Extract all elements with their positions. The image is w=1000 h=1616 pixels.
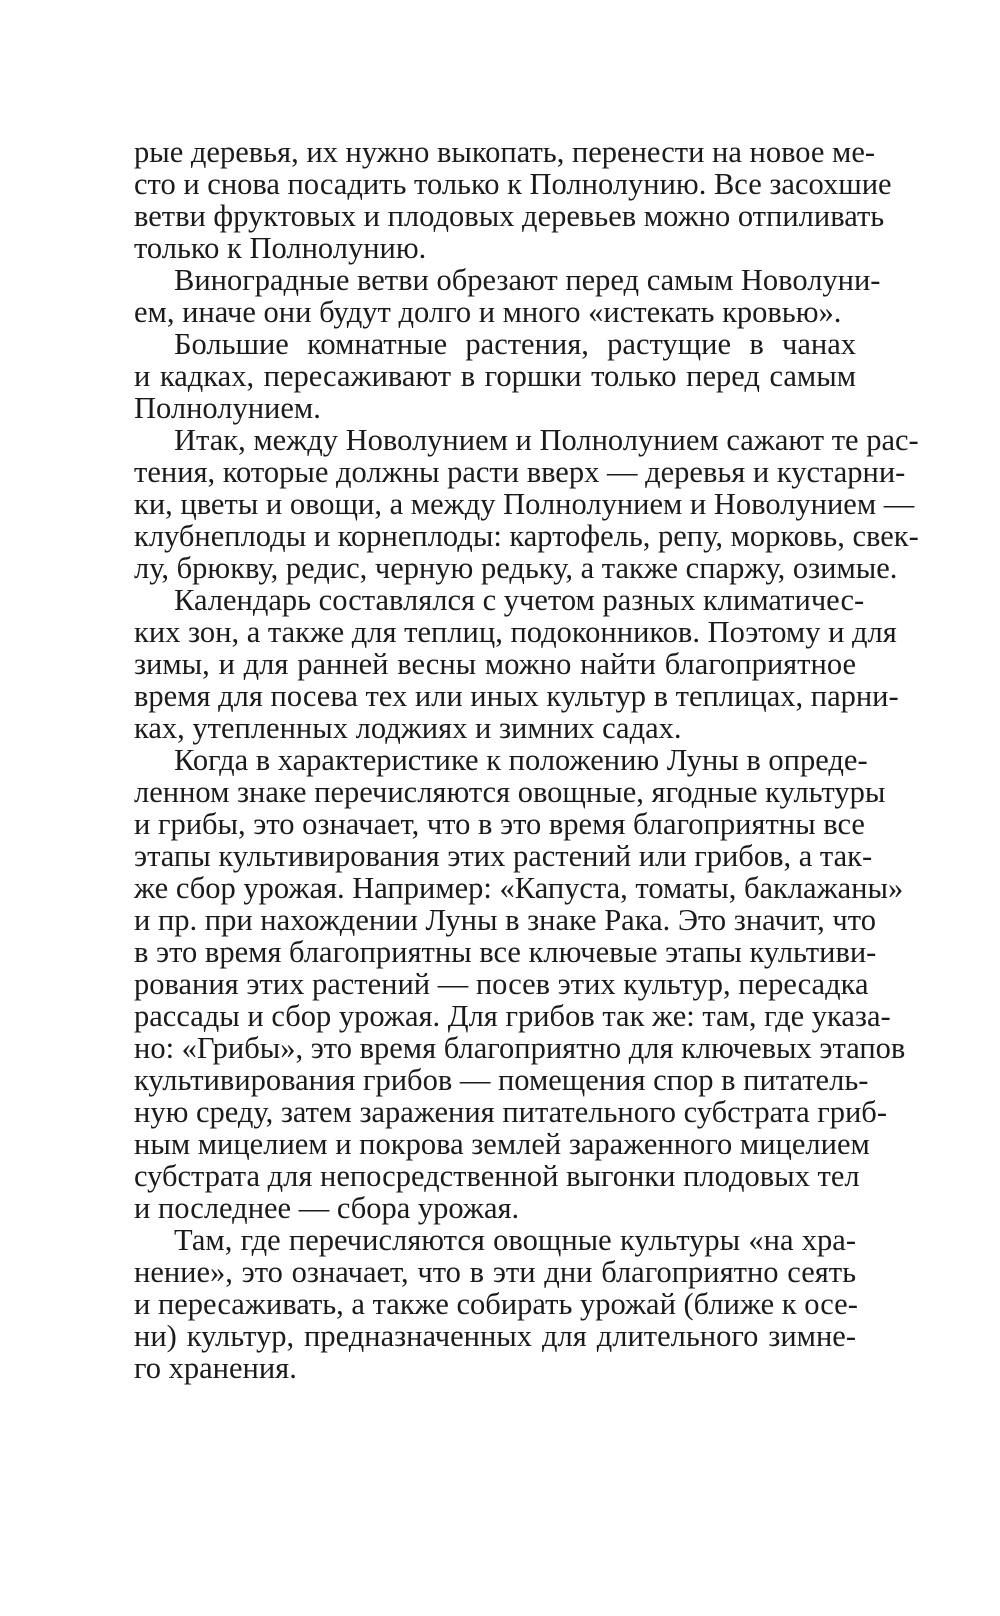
text-line: Календарь составлялся с учетом разных климатичес-: [174, 583, 865, 617]
text-line: сто и снова посадить только к Полнолунию. Все засохшие: [134, 167, 892, 201]
body-text: [134, 135, 919, 1385]
text-line: ких зон, а также для теплиц, подоконников. Поэтому и для: [134, 615, 897, 649]
text-line: только к Полнолунию.: [134, 231, 427, 265]
text-line: ветви фруктовых и плодовых деревьев можно отпиливать: [134, 199, 885, 233]
text-line: тения, которые должны расти вверх — деревья и кустарни-: [134, 455, 906, 489]
text-line: клубнеплоды и корнеплоды: картофель, репу, морковь, свек-: [134, 519, 919, 553]
text-line: и кадках, пересаживают в горшки только перед самым: [134, 359, 856, 393]
text-line: время для посева тех или иных культур в теплицах, парни-: [134, 679, 899, 713]
text-line: Когда в характеристике к положению Луны в опреде-: [174, 743, 868, 777]
text-line: Виноградные ветви обрезают перед самым Новолуни-: [174, 263, 881, 297]
text-line: рые деревья, их нужно выкопать, перенести на новое ме-: [134, 135, 876, 169]
text-line: ни) культур, предназначенных для длительного зимне-: [134, 1319, 856, 1353]
text-line: же сбор урожая. Например: «Капуста, томаты, баклажаны»: [134, 871, 904, 905]
text-line: Большие комнатные растения, растущие в чанах: [174, 327, 856, 361]
text-line: ках, утепленных лоджиях и зимних садах.: [134, 711, 682, 745]
text-line: и последнее — сбора урожая.: [134, 1191, 520, 1225]
text-line: ем, иначе они будут долго и много «истекать кровью».: [134, 295, 842, 329]
text-line: ки, цветы и овощи, а между Полнолунием и Новолунием —: [134, 487, 915, 521]
text-line: культивирования грибов — помещения спор в питатель-: [134, 1063, 869, 1097]
text-line: и пересаживать, а также собирать урожай (ближе к осе-: [134, 1287, 858, 1321]
text-line: ным мицелием и покрова землей зараженного мицелием: [134, 1127, 870, 1161]
text-line: зимы, и для ранней весны можно найти благоприятное: [134, 647, 856, 681]
text-line: но: «Грибы», это время благоприятно для ключевых этапов: [134, 1031, 906, 1065]
text-line: Итак, между Новолунием и Полнолунием сажают те рас-: [174, 423, 919, 457]
text-line: ленном знаке перечисляются овощные, ягодные культуры: [134, 775, 886, 809]
text-line: ную среду, затем заражения питательного субстрата гриб-: [134, 1095, 887, 1129]
text-line: рассады и сбор урожая. Для грибов так же: там, где указа-: [134, 999, 891, 1033]
text-line: и пр. при нахождении Луны в знаке Рака. Это значит, что: [134, 903, 876, 937]
text-line: рования этих растений — посев этих культур, пересадка: [134, 967, 869, 1001]
text-line: Полнолунием.: [134, 391, 321, 425]
text-line: Там, где перечисляются овощные культуры «на хра-: [174, 1223, 856, 1257]
text-line: этапы культивирования этих растений или грибов, а так-: [134, 839, 873, 873]
text-line: лу, брюкву, редис, черную редьку, а также спаржу, озимые.: [134, 551, 898, 585]
text-line: в это время благоприятны все ключевые этапы культиви-: [134, 935, 877, 969]
text-line: нение», это означает, что в эти дни благоприятно сеять: [134, 1255, 856, 1289]
text-line: и грибы, это означает, что в это время благоприятны все: [134, 807, 865, 841]
text-line: субстрата для непосредственной выгонки плодовых тел: [134, 1159, 860, 1193]
text-line: го хранения.: [134, 1351, 297, 1385]
